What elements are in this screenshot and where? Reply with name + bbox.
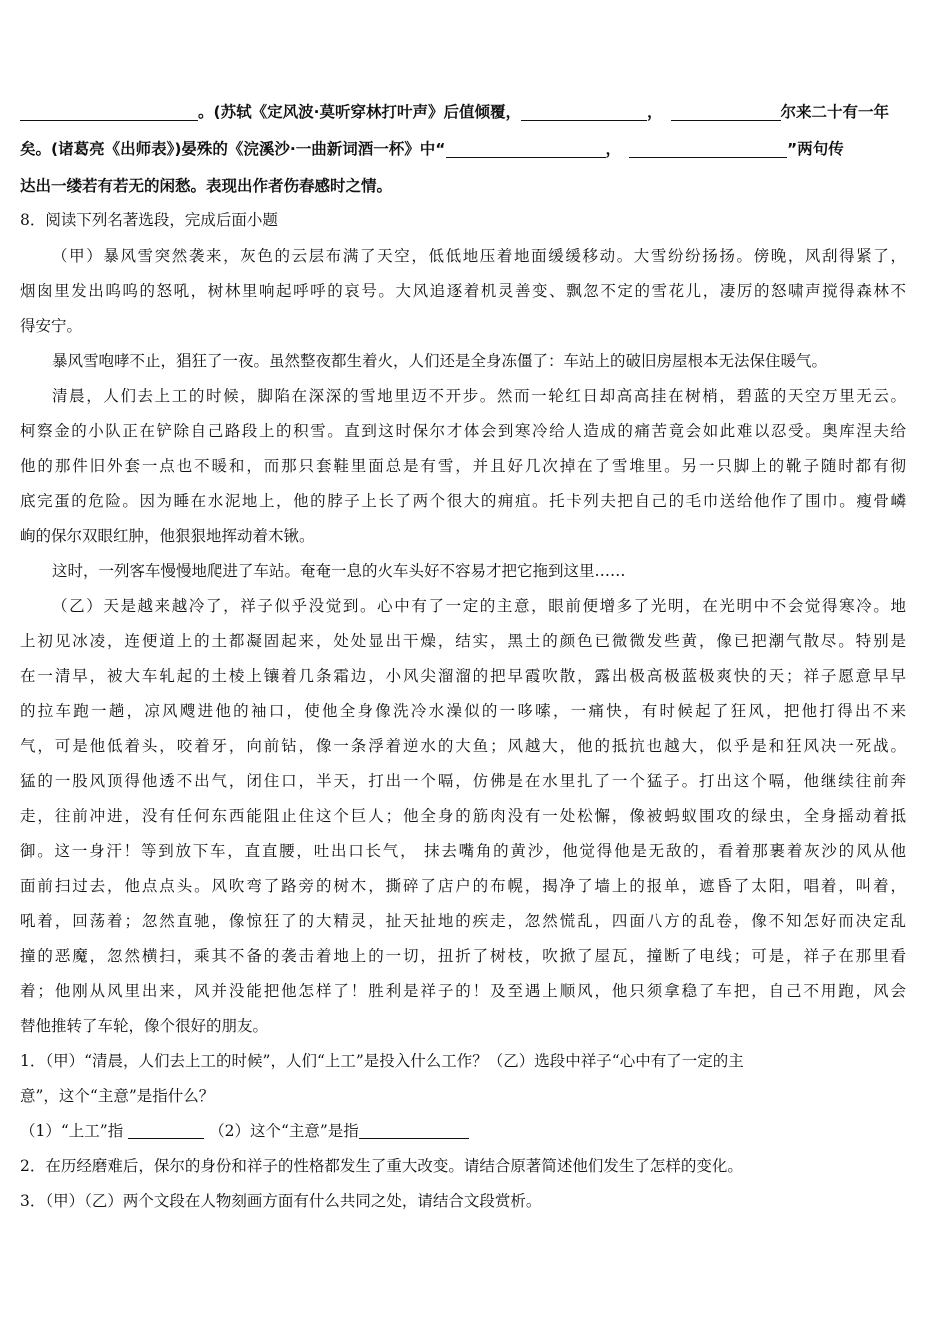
- question-8-title: 8．阅读下列名著选段，完成后面小题: [20, 211, 278, 229]
- passage-line: 走，往前冲进，没有任何东西能阻止住这个巨人；他全身的筋肉没有一处松懈，像被蚂蚁围攻的绿虫，全身摇动着抵: [20, 807, 906, 825]
- answer-blank[interactable]: [521, 104, 647, 121]
- passage-line: （甲）暴风雪突然袭来，灰色的云层布满了天空，低低地压着地面缓缓移动。大雪纷纷扬扬。傍晚，风刮得紧了，: [52, 247, 906, 265]
- poem-text: ，: [605, 140, 622, 158]
- content: [20, 94, 906, 1219]
- poem-line-1: [20, 94, 906, 131]
- passage-line: 吼着，回荡着；忽然直驰，像惊狂了的大精灵，扯天扯地的疾走，忽然慌乱，四面八方的乱卷，像不知怎好而决定乱: [20, 912, 906, 930]
- paragraph: [20, 344, 906, 379]
- passage-line: 面前扫过去，他点点头。风吹弯了路旁的树木，撕碎了店户的布幌，揭净了墙上的报单，遮昏了太阳，唱着，叫着，: [20, 877, 906, 895]
- passage-line: 柯察金的小队正在铲除自己路段上的积雪。直到这时保尔才体会到寒冷给人造成的痛苦竟会如此难以忍受。奥库涅夫给: [20, 422, 906, 440]
- question-3: 3．（甲）（乙）两个文段在人物刻画方面有什么共同之处，请结合文段赏析。: [20, 1192, 542, 1210]
- passage-line: 的拉车跑一趟，凉风飕进他的袖口，使他全身像洗冷水澡似的一哆嗦，一痛快，有时候起了狂风，把他打得出不来: [20, 702, 906, 720]
- passage-line: 烟囱里发出呜呜的怒吼，树林里响起呼呼的哀号。大风追逐着机灵善变、飘忽不定的雪花儿，凄厉的怒啸声搅得森林不: [20, 282, 906, 300]
- question-1: 1．（甲）“清晨，人们去上工的时候”，人们“上工”是投入什么工作？（乙）选段中祥子“心中有了一定的主: [20, 1052, 744, 1070]
- passage-line: 替他推转了车轮，像个很好的朋友。: [20, 1017, 269, 1035]
- poem-text: 尔来二十有一年: [780, 103, 890, 121]
- poem-text: 。(苏轼《定风波·莫听穿林打叶声》后值倾覆，: [198, 103, 521, 121]
- passage-jia: [20, 239, 906, 589]
- passage-line: 猛的一股风顶得他透不出气，闭住口，半天，打出一个嗝，仿佛是在水里扎了一个猛子。打出这个嗝，他继续往前奔: [20, 772, 906, 790]
- paragraph: [20, 554, 906, 589]
- poem-line-3: 达出一缕若有若无的闲愁。表现出作者伤春感时之情。: [20, 177, 393, 195]
- passage-line: 御。这一身汗！等到放下车，直直腰，吐出口长气， 抹去嘴角的黄沙，他觉得他是无敌的，看着那裹着灰沙的风从他: [20, 842, 906, 860]
- paragraph: [20, 239, 906, 344]
- poem-text: ”两句传: [787, 140, 844, 158]
- answer-blank[interactable]: [446, 141, 606, 158]
- passage-line: 在一清早，被大车轧起的土棱上镶着几条霜边，小风尖溜溜的把早霞吹散，露出极高极蓝极爽快的天；祥子愿意早早: [20, 667, 906, 685]
- passage-line: 他的那件旧外套一点也不暖和，而那只套鞋里面总是有雪，并且好几次掉在了雪堆里。另一只脚上的靴子随时都有彻: [20, 457, 906, 475]
- poem-line-2: [20, 131, 906, 168]
- passage-line: 底完蛋的危险。因为睡在水泥地上，他的脖子上长了两个很大的痈疽。托卡列夫把自己的毛巾送给他作了围巾。瘦骨嶙: [20, 492, 906, 510]
- passage-line: 撞的恶魔，忽然横扫，乘其不备的袭击着地上的一切，扭折了树枝，吹掀了屋瓦，撞断了电线；可是，祥子在那里看: [20, 947, 906, 965]
- answer-blank[interactable]: [128, 1122, 204, 1139]
- question-1-cont: 意”，这个“主意”是指什么？: [20, 1087, 215, 1105]
- poem-text: ，: [646, 103, 663, 121]
- passage-line: （乙）天是越来越冷了，祥子似乎没觉到。心中有了一定的主意，眼前便增多了光明，在光明中不会觉得寒冷。地: [52, 597, 906, 615]
- passage-line: 着；他刚从风里出来，风并没能把他怎样了！胜利是祥子的！及至遇上顺风，他只须拿稳了车把，自己不用跑，风会: [20, 982, 906, 1000]
- passage-line: 这时，一列客车慢慢地爬进了车站。奄奄一息的火车头好不容易才把它拖到这里……: [52, 562, 626, 580]
- passage-line: 峋的保尔双眼红肿，他狠狠地挥动着木锹。: [20, 527, 315, 545]
- answer-blank[interactable]: [359, 1122, 469, 1139]
- answer-blank[interactable]: [20, 104, 198, 121]
- poem-text: 矣。(诸葛亮《出师表》)晏殊的《浣溪沙·一曲新词酒一杯》中“: [20, 140, 446, 158]
- paragraph: [20, 379, 906, 554]
- passage-line: 得安宁。: [20, 317, 83, 335]
- answer-blank[interactable]: [671, 104, 781, 121]
- question-2: 2．在历经磨难后，保尔的身份和祥子的性格都发生了重大改变。请结合原著简述他们发生了怎样的变化。: [20, 1157, 743, 1175]
- passage-yi: [20, 589, 906, 1044]
- passage-line: 上初见冰凌，连便道上的土都凝固起来，处处显出干燥，结实，黑土的颜色已微微发些黄，像已把潮气散尽。特别是: [20, 632, 906, 650]
- passage-line: 暴风雪咆哮不止，猖狂了一夜。虽然整夜都生着火，人们还是全身冻僵了：车站上的破旧房屋根本无法保住暖气。: [52, 352, 828, 370]
- answer-label-2: （2）这个“主意”是指: [209, 1122, 359, 1140]
- answer-blank[interactable]: [629, 141, 787, 158]
- question-1-answers: [20, 1114, 906, 1149]
- answer-label-1: （1）“上工”指: [20, 1122, 129, 1140]
- passage-line: 清晨，人们去上工的时候，脚陷在深深的雪地里迈不开步。然而一轮红日却高高挂在树梢，碧蓝的天空万里无云。: [52, 387, 906, 405]
- passage-line: 气，可是他低着头，咬着牙，向前钻，像一条浮着逆水的大鱼；风越大，他的抵抗也越大，似乎是和狂风决一死战。: [20, 737, 906, 755]
